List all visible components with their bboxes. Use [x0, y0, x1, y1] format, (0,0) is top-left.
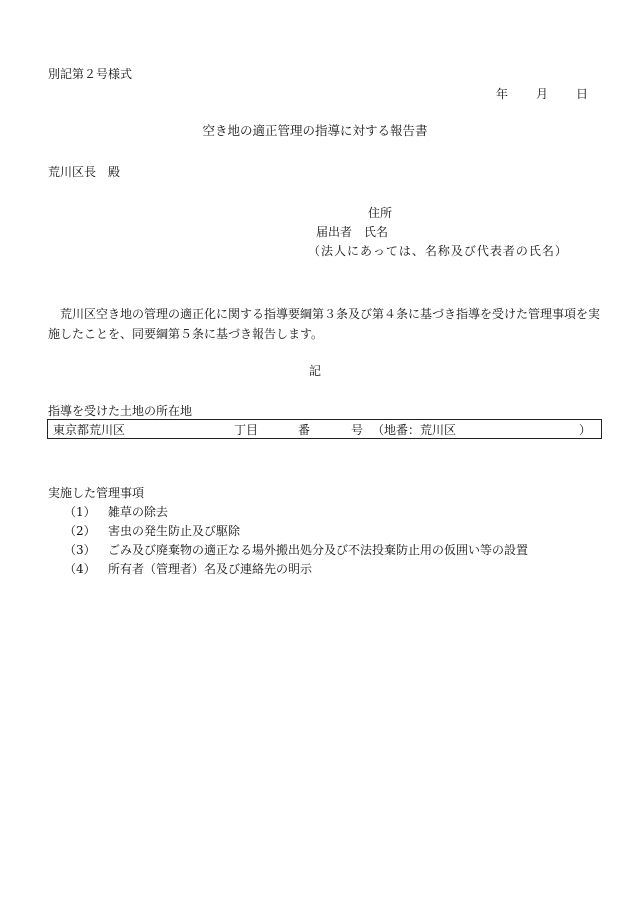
location-ban: 番 — [298, 423, 311, 437]
location-field — [47, 419, 602, 439]
notifier-label: 届出者 — [316, 225, 353, 239]
location-go: 号 — [351, 423, 364, 437]
location-chiban: （地番：荒川区 — [372, 423, 457, 437]
address-label: 住所 — [368, 206, 393, 220]
item-number: （1） — [64, 505, 96, 519]
date-month: 月 — [536, 87, 549, 101]
list-item — [64, 562, 312, 576]
location-close: ） — [579, 423, 592, 437]
form-label: 別記第２号様式 — [48, 67, 133, 81]
items-heading: 実施した管理事項 — [48, 486, 145, 500]
list-item — [64, 524, 240, 538]
item-text: 所有者（管理者）名及び連絡先の明示 — [108, 562, 313, 576]
item-number: （4） — [64, 562, 96, 576]
item-text: 害虫の発生防止及び駆除 — [108, 524, 241, 538]
name-label: 氏名 — [364, 225, 389, 239]
body-text: 荒川区空き地の管理の適正化に関する指導要綱第３条及び第４条に基づき指導を受けた管理事項を実施したことを、同要綱第５条に基づき報告します。 — [48, 307, 601, 341]
addressee: 荒川区長 殿 — [48, 165, 121, 179]
location-heading: 指導を受けた土地の所在地 — [48, 404, 193, 418]
date-line — [496, 87, 588, 101]
date-day: 日 — [576, 87, 589, 101]
location-chome: 丁目 — [234, 423, 259, 437]
item-number: （2） — [64, 524, 96, 538]
notifier-row — [316, 225, 388, 239]
item-number: （3） — [64, 543, 96, 557]
location-prefix: 東京都荒川区 — [53, 423, 126, 437]
item-text: 雑草の除去 — [108, 505, 169, 519]
date-year: 年 — [496, 87, 509, 101]
list-item — [64, 543, 528, 557]
ki-marker: 記 — [308, 364, 321, 378]
corporate-note: （法人にあっては、名称及び代表者の氏名） — [308, 244, 568, 258]
item-text: ごみ及び廃棄物の適正なる場外搬出処分及び不法投棄防止用の仮囲い等の設置 — [108, 543, 529, 557]
list-item — [64, 505, 168, 519]
document-title: 空き地の適正管理の指導に対する報告書 — [202, 123, 428, 138]
